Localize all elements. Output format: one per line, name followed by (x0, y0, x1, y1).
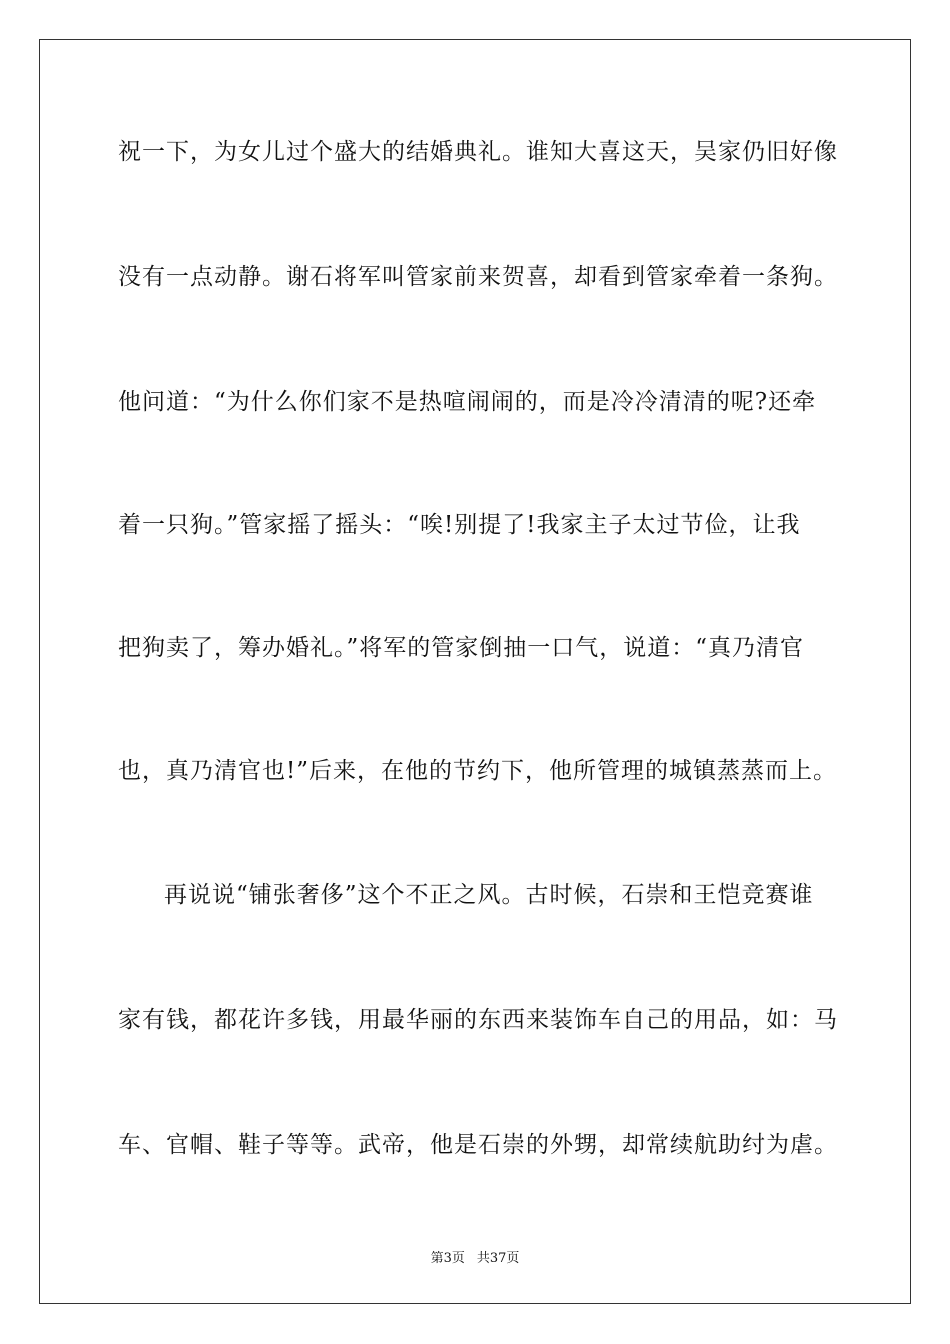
body-line-5: 把狗卖了，筹办婚礼。”将军的管家倒抽一口气，说道：“真乃清官 (118, 635, 805, 661)
body-line-2: 没有一点动静。谢石将军叫管家前来贺喜，却看到管家牵着一条狗。 (118, 264, 838, 290)
page-border (39, 39, 911, 1304)
page-total: 共37页 (476, 1251, 520, 1266)
body-line-8: 家有钱，都花许多钱，用最华丽的东西来装饰车自己的用品，如：马 (118, 1007, 838, 1033)
page-number: 第3页 (430, 1251, 465, 1266)
body-line-4: 着一只狗。”管家摇了摇头：“唉!别提了!我家主子太过节俭，让我 (118, 512, 801, 538)
body-line-1: 祝一下，为女儿过个盛大的结婚典礼。谁知大喜这天，吴家仍旧好像 (118, 139, 838, 165)
body-line-6: 也，真乃清官也!”后来，在他的节约下，他所管理的城镇蒸蒸而上。 (118, 758, 838, 784)
body-line-7-paragraph-start: 再说说“铺张奢侈”这个不正之风。古时候，石崇和王恺竞赛谁 (164, 882, 814, 908)
body-line-9: 车、官帽、鞋子等等。武帝，他是石崇的外甥，却常续航助纣为虐。 (118, 1132, 838, 1158)
page-footer (0, 1247, 950, 1266)
body-line-3: 他问道：“为什么你们家不是热喧闹闹的，而是冷冷清清的呢?还牵 (118, 389, 817, 415)
